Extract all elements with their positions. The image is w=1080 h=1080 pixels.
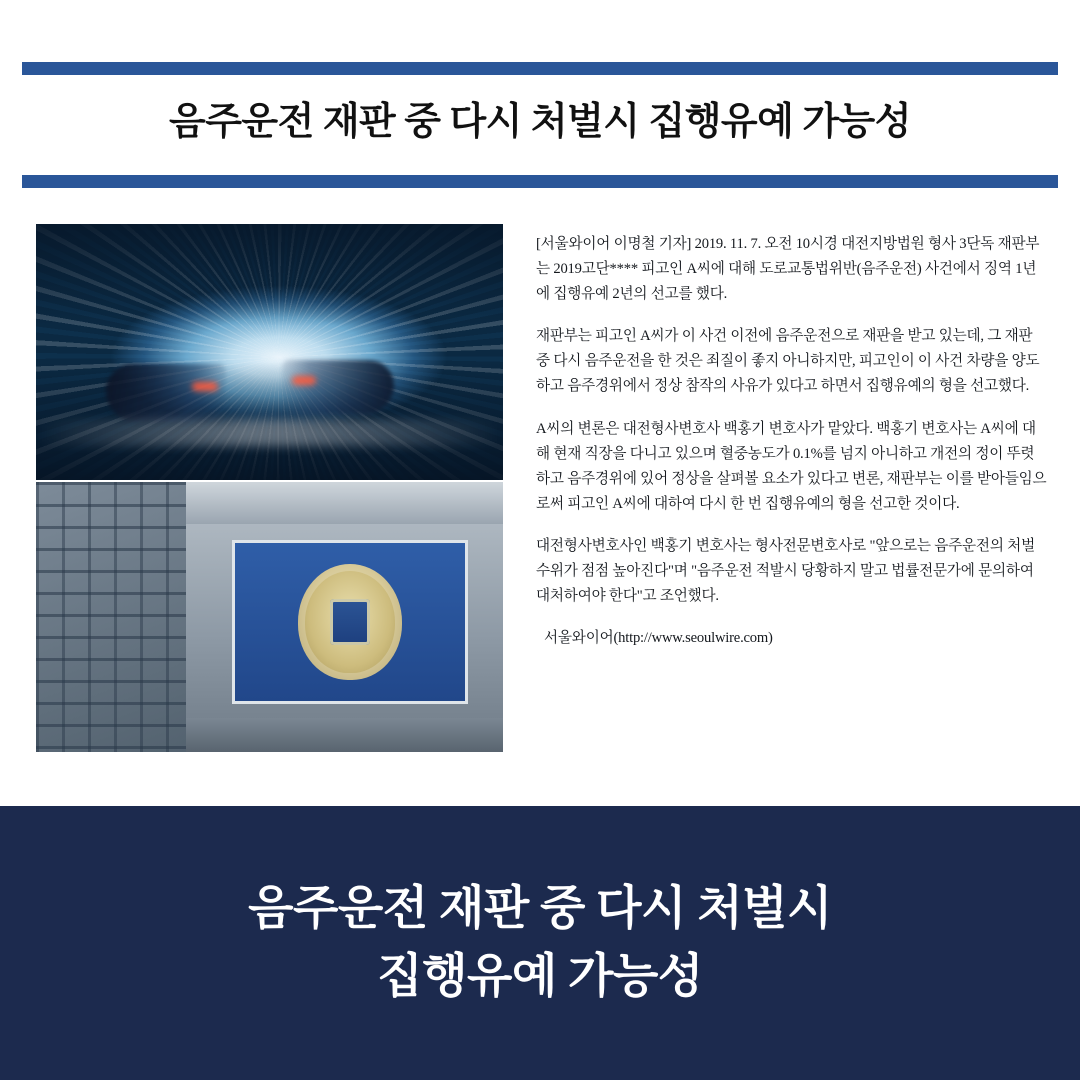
photo-column (36, 224, 503, 752)
top-divider-rule (22, 62, 1058, 75)
footer-title-line-2: 집행유예 가능성 (377, 951, 703, 1003)
footer-title-line-1: 음주운전 재판 중 다시 처벌시 (248, 882, 832, 935)
courthouse-emblem-photo (36, 482, 503, 752)
car-left-blur (106, 364, 226, 422)
taillight-left (192, 382, 218, 391)
road-top-shade (36, 224, 503, 326)
courthouse-top-band (186, 482, 503, 524)
footer-title (248, 875, 832, 1011)
car-right-blur (282, 360, 394, 414)
court-emblem-icon (298, 564, 402, 680)
article-paragraph: [서울와이어 이명철 기자] 2019. 11. 7. 오전 10시경 대전지방법원 형사 3단독 재판부는 2019고단**** 피고인 A씨에 대해 도로교통법위반(음주운전) 사건에서 징역 1년에 집행유예 2년의 선고를 했다. (536, 236, 1040, 303)
courthouse-base (186, 718, 503, 752)
road-lane-blur (36, 420, 503, 446)
article-body (536, 232, 1048, 668)
bottom-divider-rule (22, 175, 1058, 188)
article-paragraph: 대전형사변호사인 백홍기 변호사는 형사전문변호사로 "앞으로는 음주운전의 처벌수위가 점점 높아진다"며 "음주운전 적발시 당황하지 말고 법률전문가에 문의하여 대처하여야 한다"고 조언했다. (536, 537, 1035, 605)
motion-blur-driving-photo (36, 224, 503, 480)
courthouse-sign-panel (232, 540, 468, 704)
courthouse-glass-facade (36, 482, 186, 752)
article-paragraph: 재판부는 피고인 A씨가 이 사건 이전에 음주운전으로 재판을 받고 있는데, 그 재판 중 다시 음주운전을 한 것은 죄질이 좋지 아니하지만, 피고인이 이 사건 차량을 양도하고 음주경위에서 정상 참작의 사유가 있다고 하면서 집행유예의 형을 선고했다. (536, 328, 1040, 395)
footer-banner (0, 806, 1080, 1080)
article-source: 서울와이어(http://www.seoulwire.com) (544, 630, 773, 647)
page-title: 음주운전 재판 중 다시 처벌시 집행유예 가능성 (169, 101, 911, 143)
taillight-right (292, 376, 316, 385)
article-paragraph: A씨의 변론은 대전형사변호사 백홍기 변호사가 맡았다. 백홍기 변호사는 A씨에 대해 현재 직장을 다니고 있으며 혈중농도가 0.1%를 넘지 아니하고 개전의 정이 뚜렷하고 음주경위에 있어 정상을 살펴볼 요소가 있다고 변론, 재판부는 이를 받아들임으로써 피고인 A씨에 대하여 다시 한 번 집행유예의 형을 선고한 것이다. (536, 420, 1047, 512)
